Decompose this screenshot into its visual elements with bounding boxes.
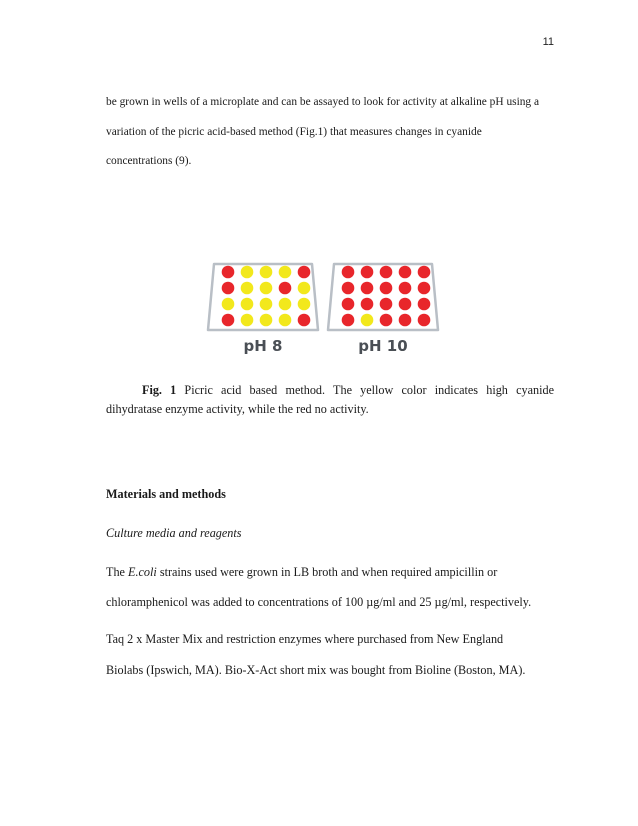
well-yellow [260, 282, 273, 295]
well-yellow [279, 298, 292, 311]
well-yellow [222, 298, 235, 311]
well-yellow [241, 314, 254, 327]
well-red [361, 298, 374, 311]
caption-label: Fig. 1 [142, 383, 177, 397]
microplate-figure [206, 262, 440, 358]
paragraph-1-suffix: strains used were grown in LB broth and when required ampicillin or [156, 565, 498, 579]
paragraph-1-line-2: chloramphenicol was added to concentrations of 100 µg/ml and 25 µg/ml, respectively. [106, 595, 532, 609]
microplate-1 [208, 264, 318, 355]
well-yellow [260, 298, 273, 311]
paragraph-2-line-1: Taq 2 x Master Mix and restriction enzymes where purchased from New England [106, 632, 504, 646]
well-red [399, 298, 412, 311]
well-red [342, 298, 355, 311]
paragraph-1-prefix: The [106, 565, 128, 579]
well-red [222, 282, 235, 295]
well-yellow [361, 314, 374, 327]
paragraph-1-line-1 [106, 565, 497, 580]
well-red [380, 282, 393, 295]
well-red [418, 298, 431, 311]
intro-line-1: be grown in wells of a microplate and can be assayed to look for activity at alkaline pH using a [106, 96, 540, 108]
well-yellow [279, 266, 292, 279]
well-yellow [241, 298, 254, 311]
well-red [361, 266, 374, 279]
well-red [361, 282, 374, 295]
paragraph-2-line-2: Biolabs (Ipswich, MA). Bio-X-Act short mix was bought from Bioline (Boston, MA). [106, 663, 526, 677]
well-red [418, 266, 431, 279]
well-yellow [260, 266, 273, 279]
well-red [342, 314, 355, 327]
well-red [399, 282, 412, 295]
caption-text: Picric acid based method. The yellow color indicates high cyanide dihydratase enzyme activity, while the red no activity. [106, 383, 554, 416]
plate-label: pH 8 [243, 337, 283, 355]
well-red [399, 314, 412, 327]
well-red [380, 298, 393, 311]
well-red [342, 266, 355, 279]
figure-caption [106, 381, 554, 419]
plate-label: pH 10 [358, 337, 408, 355]
well-yellow [279, 314, 292, 327]
well-red [279, 282, 292, 295]
well-red [298, 314, 311, 327]
well-red [380, 266, 393, 279]
subsection-heading: Culture media and reagents [106, 526, 242, 540]
microplate-2 [328, 264, 438, 355]
well-yellow [241, 266, 254, 279]
organism-name: E.coli [128, 565, 157, 579]
well-yellow [298, 298, 311, 311]
well-yellow [241, 282, 254, 295]
well-red [298, 266, 311, 279]
page-number: 11 [542, 36, 554, 48]
well-yellow [260, 314, 273, 327]
well-red [380, 314, 393, 327]
well-red [342, 282, 355, 295]
intro-line-2: variation of the picric acid-based method (Fig.1) that measures changes in cyanide [106, 126, 482, 138]
section-heading: Materials and methods [106, 487, 226, 501]
well-red [418, 314, 431, 327]
intro-line-3: concentrations (9). [106, 155, 192, 167]
well-red [418, 282, 431, 295]
well-yellow [298, 282, 311, 295]
well-red [222, 314, 235, 327]
well-red [222, 266, 235, 279]
well-red [399, 266, 412, 279]
